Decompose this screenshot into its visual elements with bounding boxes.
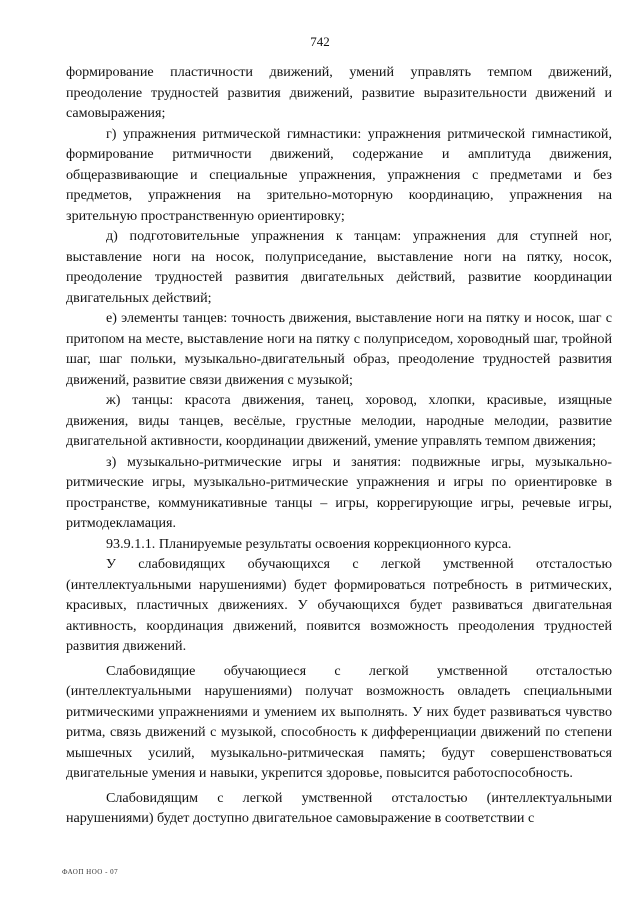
- paragraph-continuation: формирование пластичности движений, умений управлять темпом движений, преодоление трудностей развития движений, развитие выразительности движений и самовыражения;: [66, 64, 612, 121]
- footer-stamp: ФАОП НОО - 07: [62, 868, 119, 876]
- paragraph-item-g: г) упражнения ритмической гимнастики: упражнения ритмической гимнастикой, формирование ритмичности движений, содержание и амплитуда движения, общеразвивающие и специальные упражнения, упражнения с предметами и без предметов, упражнения на зрительно-моторную координацию, упражнения на зрительную пространственную ориентировку;: [66, 125, 612, 224]
- paragraph-results-1: У слабовидящих обучающихся с легкой умственной отсталостью (интеллектуальными нарушениями) будет формироваться потребность в ритмических, красивых, пластичных движениях. У обучающихся будет развиваться двигательная активность, координация движений, появится возможность преодоления трудностей развития движений.: [66, 556, 612, 654]
- paragraph-results-3: Слабовидящим с легкой умственной отсталостью (интеллектуальными нарушениями) будет доступно двигательное самовыражение в соответствии с: [66, 789, 612, 826]
- section-heading: 93.9.1.1. Планируемые результаты освоения коррекционного курса.: [106, 535, 512, 552]
- paragraph-item-e: е) элементы танцев: точность движения, выставление ноги на пятку и носок, шаг с притопом на месте, выставление ноги на пятку с полуприседом, хороводный шаг, тройной шаг, шаг польки, музыкально-двигательный образ, преодоление трудностей развития движений, развитие связи движения с музыкой;: [66, 310, 612, 388]
- page-number: 742: [310, 34, 330, 49]
- paragraph-item-zh: ж) танцы: красота движения, танец, хоровод, хлопки, красивые, изящные движения, виды танцев, весёлые, грустные мелодии, народные мелодии, развитие двигательной активности, координации движений, умение управлять темпом движения;: [66, 392, 612, 449]
- paragraph-item-d: д) подготовительные упражнения к танцам: упражнения для ступней ног, выставление ноги на носок, полуприседание, выставление ноги на пятку, носок, преодоление трудностей развития двигательных действий, развитие координации двигательных действий;: [66, 228, 612, 306]
- paragraph-item-z: з) музыкально-ритмические игры и занятия: подвижные игры, музыкально-ритмические игры, музыкально-ритмические упражнения и игры по ориентировке в пространстве, коммуникативные танцы – игры, коррегирующие игры, речевые игры, ритмодекламация.: [66, 453, 612, 531]
- paragraph-results-2: Слабовидящие обучающиеся с легкой умственной отсталостью (интеллектуальными нарушениями) получат возможность овладеть специальными ритмическими упражнениями и умением их выполнять. У них будет развиваться чувство ритма, связь движений с музыкой, способность к дифференциации движений по степени мышечных усилий, музыкально-ритмическая память; будут совершенствоваться двигательные умения и навыки, укрепится здоровье, повысится работоспособность.: [66, 662, 612, 781]
- document-body: [66, 62, 612, 829]
